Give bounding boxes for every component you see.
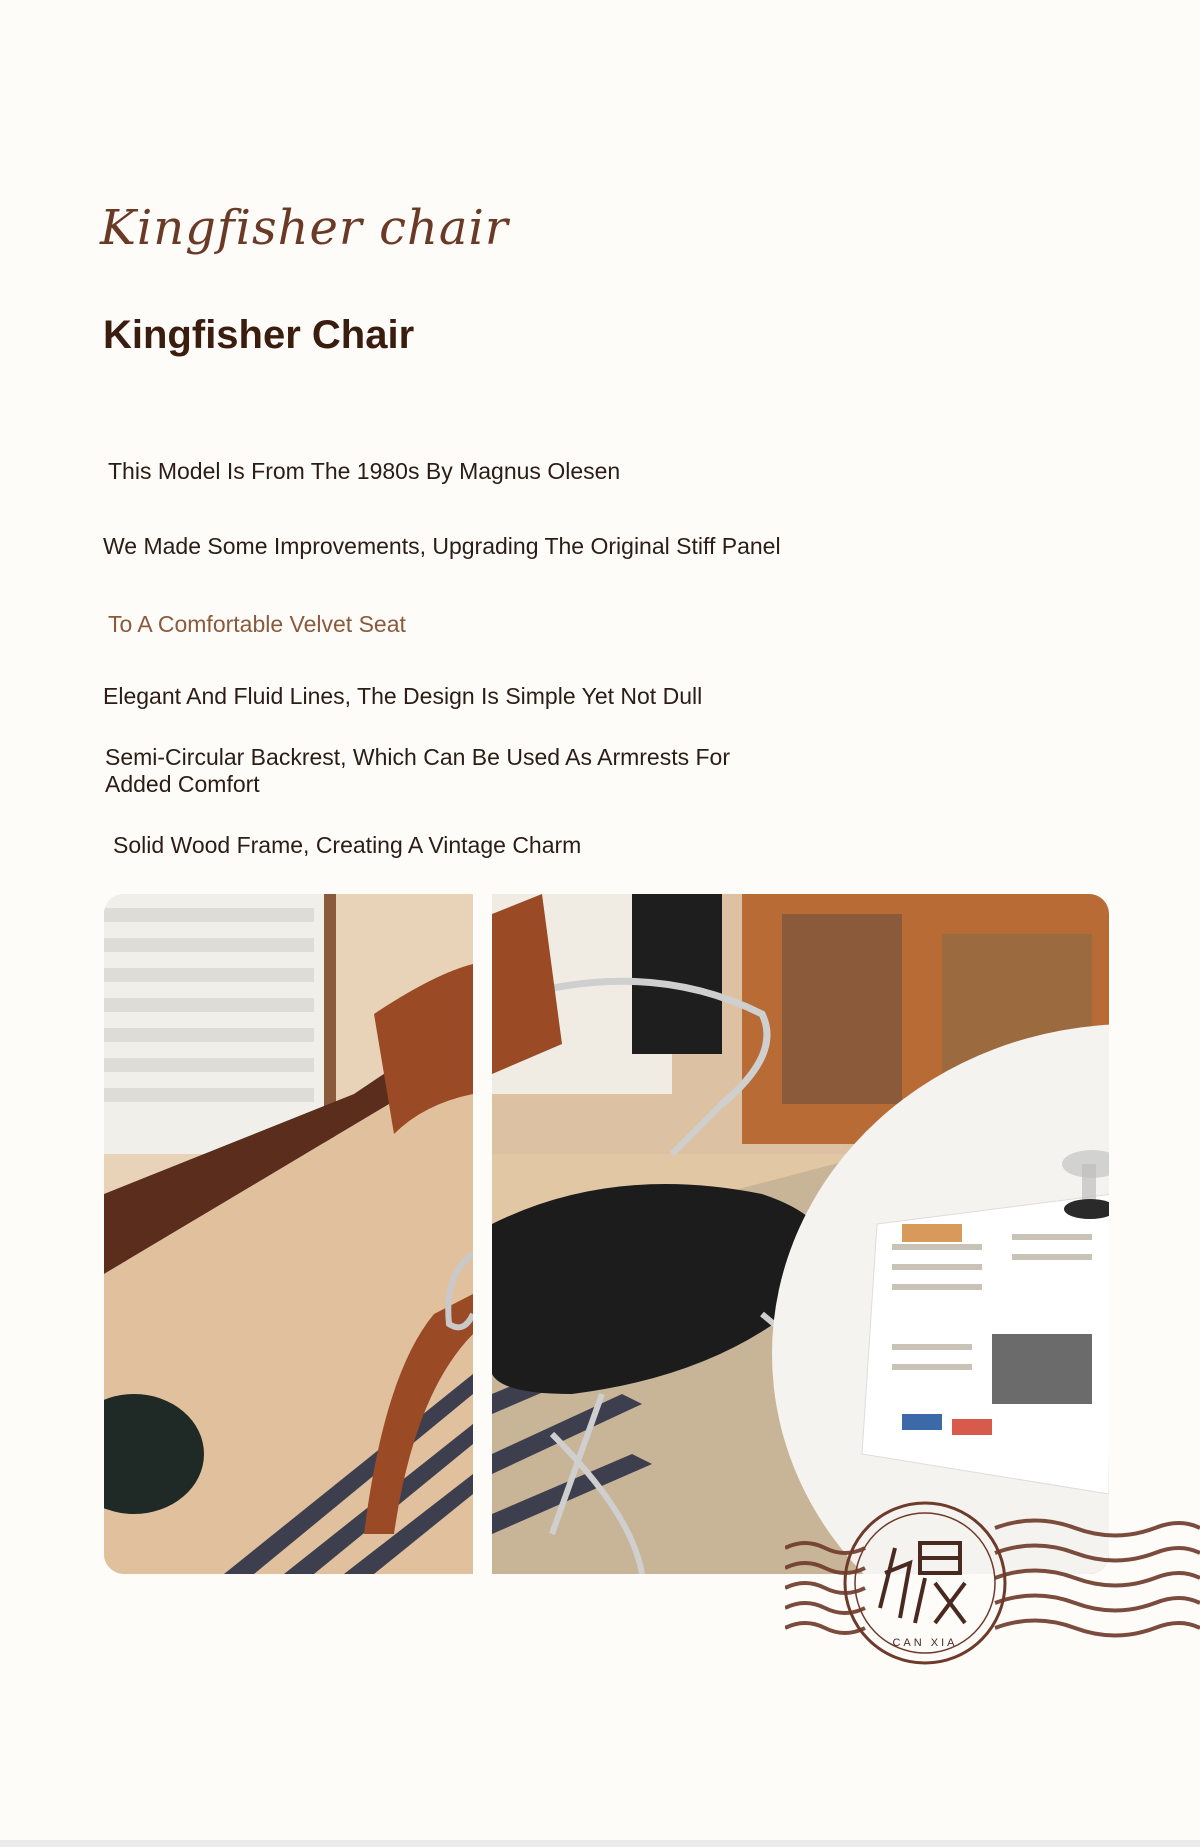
stamp-text: CAN XIA xyxy=(892,1637,958,1649)
script-title: Kingfisher chair xyxy=(100,200,509,256)
brand-seal-icon xyxy=(785,1498,1200,1683)
feature-line-3: To A Comfortable Velvet Seat xyxy=(108,611,406,637)
feature-line-1: This Model Is From The 1980s By Magnus Olesen xyxy=(108,458,621,484)
feature-line-4: Elegant And Fluid Lines, The Design Is Simple Yet Not Dull xyxy=(103,683,703,709)
product-photo-right xyxy=(492,894,1109,1574)
product-photo-left xyxy=(104,894,473,1574)
feature-line-6: Solid Wood Frame, Creating A Vintage Charm xyxy=(113,832,582,858)
bottom-divider xyxy=(0,1840,1200,1847)
page-title: Kingfisher Chair xyxy=(103,313,415,357)
feature-line-5: Semi-Circular Backrest, Which Can Be Used As Armrests For Added Comfort xyxy=(105,744,730,797)
feature-line-2: We Made Some Improvements, Upgrading The Original Stiff Panel xyxy=(103,533,781,559)
